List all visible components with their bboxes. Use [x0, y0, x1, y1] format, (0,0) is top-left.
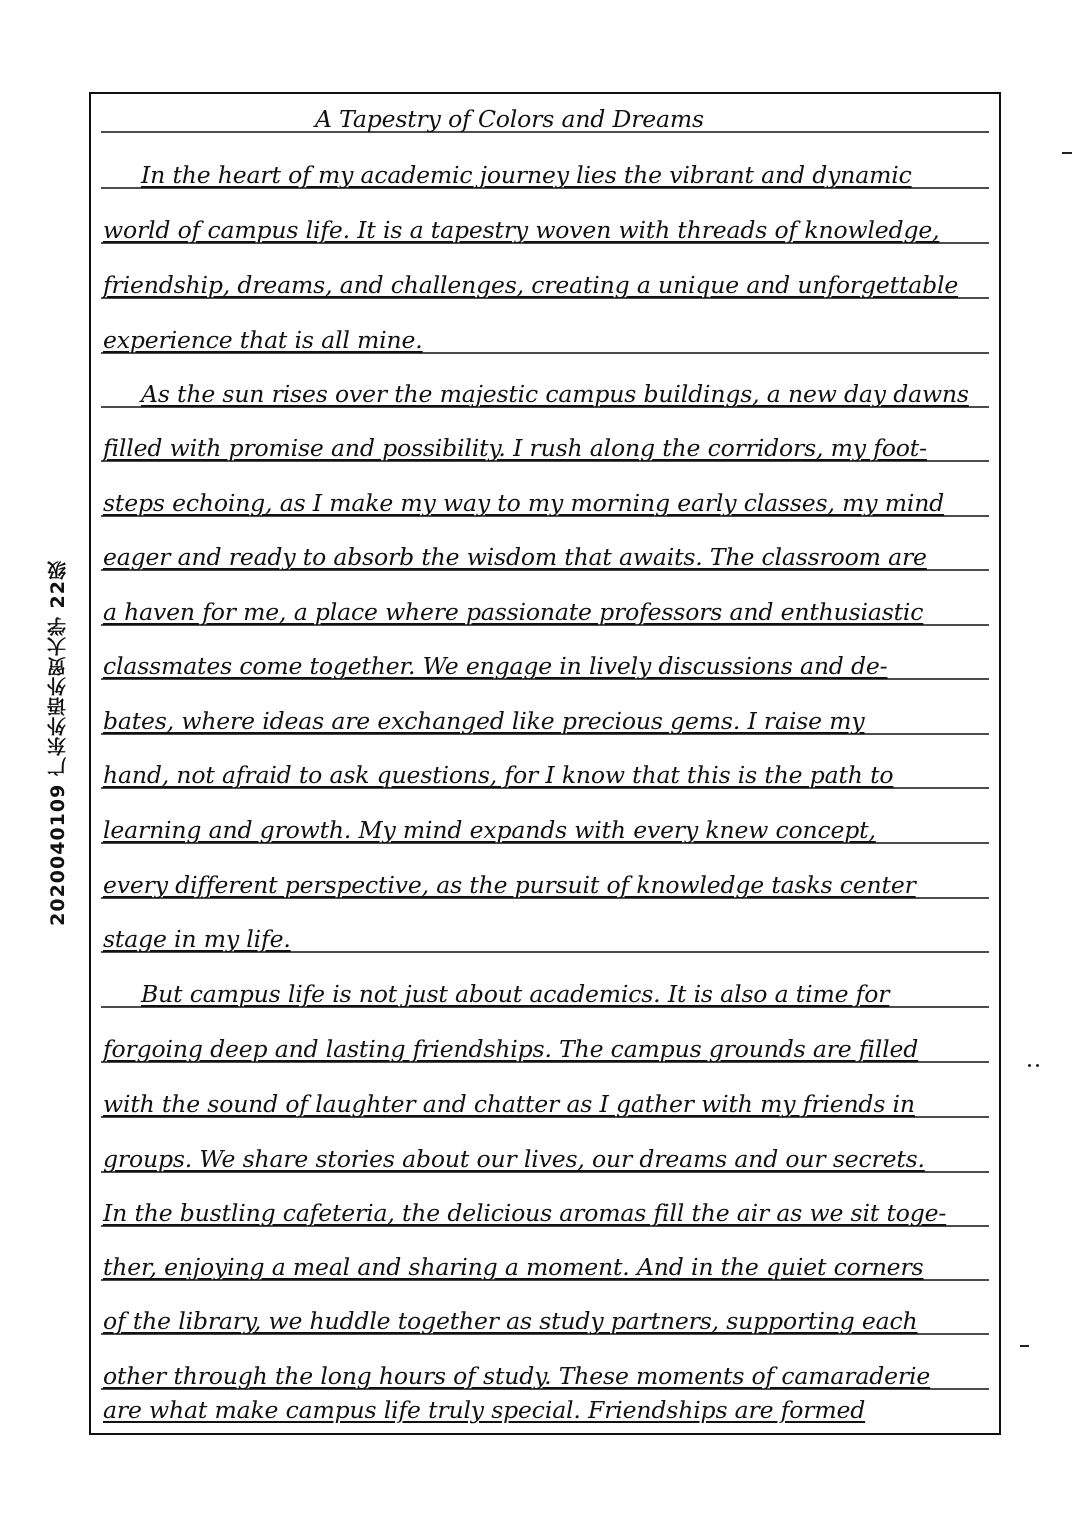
- text-line: [103, 472, 991, 526]
- text-line-content: experience that is all mine.: [103, 326, 423, 354]
- text-line-content: a haven for me, a place where passionate professors and enthusiastic: [103, 598, 924, 626]
- text-line: [103, 1290, 991, 1344]
- document-title: [103, 88, 991, 142]
- text-line: [103, 1182, 991, 1236]
- margin-note: [38, 560, 82, 1080]
- text-line: [103, 1236, 991, 1290]
- text-line: [103, 199, 991, 253]
- text-line-content: groups. We share stories about our lives, our dreams and our secrets.: [103, 1145, 925, 1173]
- text-line-content: of the library, we huddle together as study partners, supporting each: [103, 1307, 918, 1335]
- text-line: [103, 309, 991, 363]
- text-line-content: As the sun rises over the majestic campus buildings, a new day dawns: [141, 380, 969, 408]
- text-line-content: ther, enjoying a meal and sharing a moment. And in the quiet corners: [103, 1253, 924, 1281]
- stray-mark: [1036, 1064, 1039, 1067]
- text-line: [103, 744, 991, 798]
- text-line-content: forgoing deep and lasting friendships. The campus grounds are filled: [103, 1035, 919, 1063]
- text-line-content: In the heart of my academic journey lies the vibrant and dynamic: [141, 161, 912, 189]
- text-line: [103, 963, 991, 1017]
- text-line: [103, 1073, 991, 1127]
- text-line-content: eager and ready to absorb the wisdom that awaits. The classroom are: [103, 543, 927, 571]
- text-line: [103, 417, 991, 471]
- text-line-content: classmates come together. We engage in lively discussions and de-: [103, 652, 888, 680]
- text-line: [103, 690, 991, 744]
- stray-mark: [1020, 1345, 1029, 1347]
- text-line: [103, 1128, 991, 1182]
- text-line: [103, 526, 991, 580]
- text-line-content: every different perspective, as the pursuit of knowledge tasks center: [103, 871, 916, 899]
- text-line-content: learning and growth. My mind expands with every knew concept,: [103, 816, 876, 844]
- document-title-text: A Tapestry of Colors and Dreams: [315, 105, 704, 133]
- text-line: [103, 854, 991, 908]
- stray-mark: [1028, 1064, 1031, 1067]
- text-line-content: In the bustling cafeteria, the delicious aromas fill the air as we sit toge-: [103, 1199, 947, 1227]
- text-line-content: are what make campus life truly special. Friendships are formed: [103, 1396, 866, 1424]
- stray-mark: [1062, 152, 1072, 154]
- text-line: [103, 1018, 991, 1072]
- text-line-content: But campus life is not just about academics. It is also a time for: [141, 980, 890, 1008]
- text-line-content: with the sound of laughter and chatter as I gather with my friends in: [103, 1090, 915, 1118]
- text-line: [103, 254, 991, 308]
- text-line: [103, 908, 991, 962]
- text-line-content: bates, where ideas are exchanged like precious gems. I raise my: [103, 707, 865, 735]
- text-line-content: filled with promise and possibility. I rush along the corridors, my foot-: [103, 434, 927, 462]
- text-line-content: hand, not afraid to ask questions, for I know that this is the path to: [103, 761, 894, 789]
- text-line: [103, 363, 991, 417]
- text-line-content: other through the long hours of study. These moments of camaraderie: [103, 1362, 931, 1390]
- margin-note-text: 2020040109 广东外语外贸大学 22级: [47, 560, 69, 926]
- text-line: [103, 799, 991, 853]
- text-line: [103, 635, 991, 689]
- text-line: [103, 1379, 991, 1433]
- text-line: [103, 144, 991, 198]
- text-line: [103, 581, 991, 635]
- text-line-content: world of campus life. It is a tapestry woven with threads of knowledge,: [103, 216, 940, 244]
- text-line-content: steps echoing, as I make my way to my morning early classes, my mind: [103, 489, 945, 517]
- text-line-content: friendship, dreams, and challenges, creating a unique and unforgettable: [103, 271, 959, 299]
- text-line-content: stage in my life.: [103, 925, 291, 953]
